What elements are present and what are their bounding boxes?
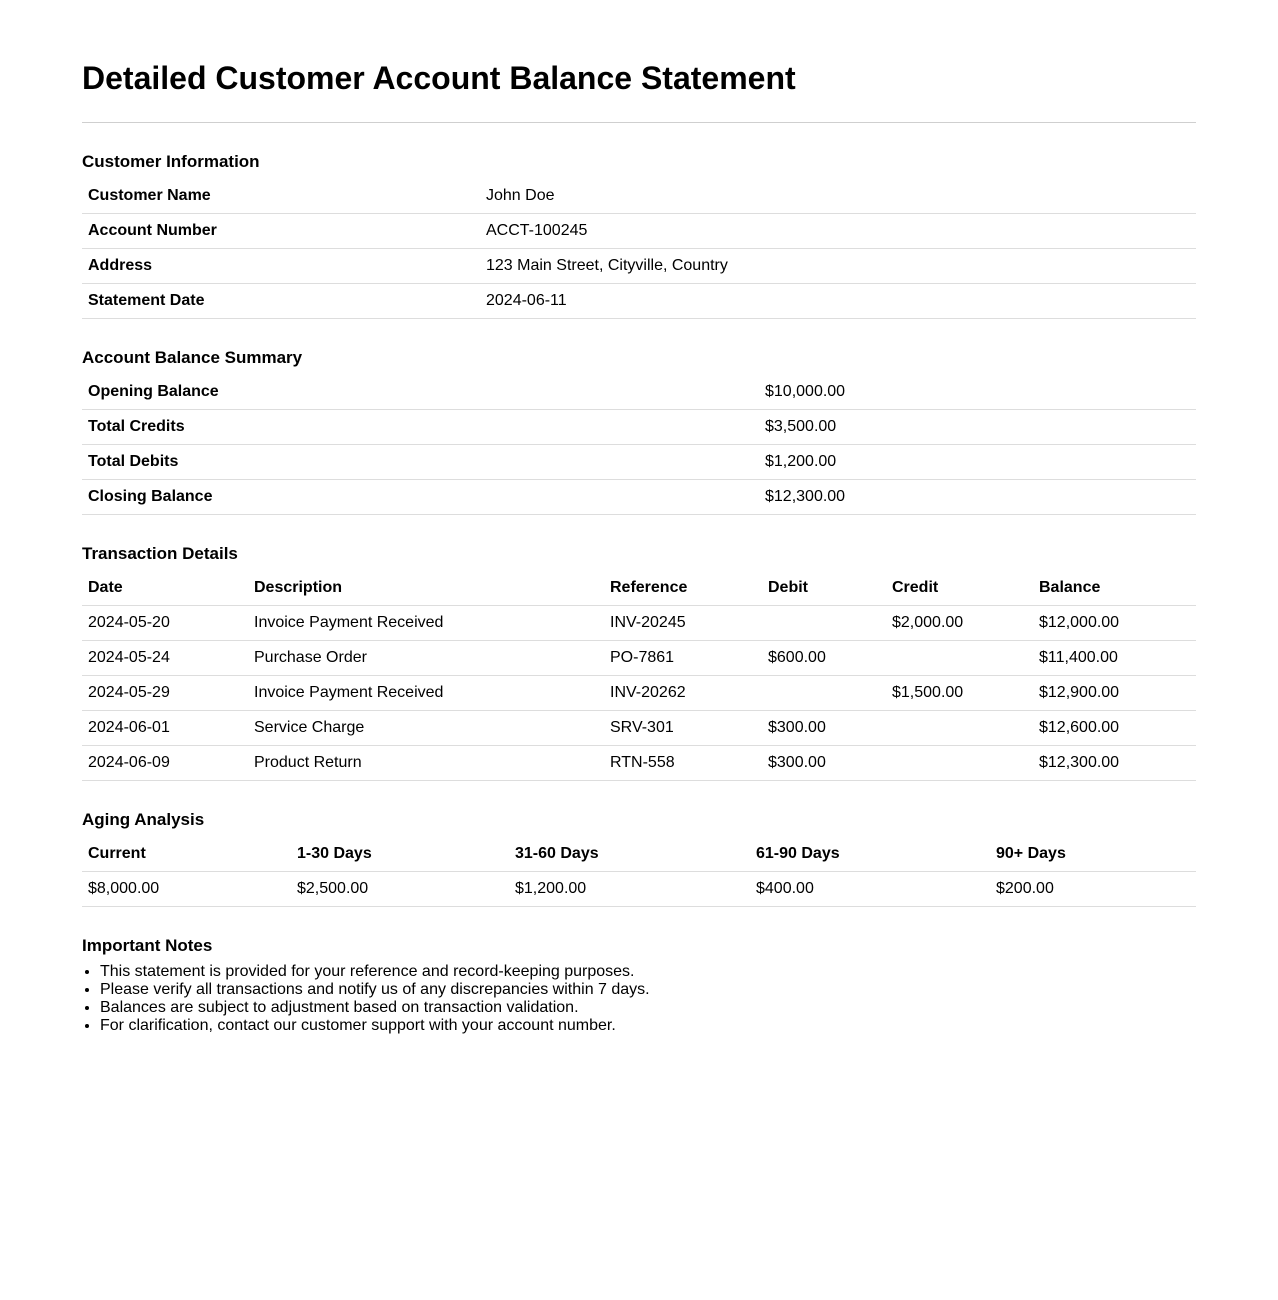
aging-value-61-90: $400.00 — [750, 872, 990, 907]
total-credits-row — [82, 410, 1196, 445]
aging-col-1-30: 1-30 Days — [291, 837, 509, 872]
aging-section — [82, 809, 1196, 907]
total-debits-value: $1,200.00 — [759, 445, 1196, 480]
table-row — [82, 746, 1196, 781]
address-row — [82, 249, 1196, 284]
total-debits-row — [82, 445, 1196, 480]
closing-balance-row — [82, 480, 1196, 515]
transactions-header-row — [82, 571, 1196, 606]
closing-balance-value: $12,300.00 — [759, 480, 1196, 515]
aging-values-row — [82, 872, 1196, 907]
tx-debit: $600.00 — [762, 641, 886, 676]
tx-description: Purchase Order — [248, 641, 604, 676]
tx-debit: $300.00 — [762, 711, 886, 746]
tx-debit: $300.00 — [762, 746, 886, 781]
address-value: 123 Main Street, Cityville, Country — [480, 249, 1196, 284]
table-row — [82, 676, 1196, 711]
table-row — [82, 641, 1196, 676]
col-header-credit: Credit — [886, 571, 1033, 606]
account-number-value: ACCT-100245 — [480, 214, 1196, 249]
customer-name-label: Customer Name — [82, 179, 480, 214]
tx-debit — [762, 606, 886, 641]
customer-info-heading: Customer Information — [82, 152, 260, 171]
tx-reference: RTN-558 — [604, 746, 762, 781]
tx-date: 2024-05-24 — [82, 641, 248, 676]
customer-name-value: John Doe — [480, 179, 1196, 214]
tx-reference: SRV-301 — [604, 711, 762, 746]
aging-value-31-60: $1,200.00 — [509, 872, 750, 907]
tx-date: 2024-06-09 — [82, 746, 248, 781]
col-header-description: Description — [248, 571, 604, 606]
tx-balance: $12,600.00 — [1033, 711, 1196, 746]
table-row — [82, 606, 1196, 641]
col-header-date: Date — [82, 571, 248, 606]
statement-date-label: Statement Date — [82, 284, 480, 319]
table-row — [82, 711, 1196, 746]
aging-col-90-plus: 90+ Days — [990, 837, 1196, 872]
tx-reference: INV-20245 — [604, 606, 762, 641]
aging-value-1-30: $2,500.00 — [291, 872, 509, 907]
tx-balance: $11,400.00 — [1033, 641, 1196, 676]
tx-description: Invoice Payment Received — [248, 606, 604, 641]
tx-credit — [886, 746, 1033, 781]
list-item: • Balances are subject to adjustment based on transaction validation. — [100, 999, 1196, 1017]
tx-credit — [886, 641, 1033, 676]
aging-col-61-90: 61-90 Days — [750, 837, 990, 872]
col-header-reference: Reference — [604, 571, 762, 606]
opening-balance-label: Opening Balance — [82, 375, 759, 410]
customer-info-table — [82, 179, 1196, 319]
balance-summary-section — [82, 347, 1196, 515]
aging-col-31-60: 31-60 Days — [509, 837, 750, 872]
statement-date-value: 2024-06-11 — [480, 284, 1196, 319]
tx-balance: $12,900.00 — [1033, 676, 1196, 711]
tx-description: Service Charge — [248, 711, 604, 746]
customer-info-section — [82, 151, 1196, 319]
tx-description: Invoice Payment Received — [248, 676, 604, 711]
tx-balance: $12,300.00 — [1033, 746, 1196, 781]
tx-reference: PO-7861 — [604, 641, 762, 676]
customer-name-row — [82, 179, 1196, 214]
list-item: • For clarification, contact our customer support with your account number. — [100, 1017, 1196, 1035]
notes-heading: Important Notes — [82, 936, 213, 955]
tx-date: 2024-05-20 — [82, 606, 248, 641]
tx-credit — [886, 711, 1033, 746]
tx-balance: $12,000.00 — [1033, 606, 1196, 641]
balance-summary-heading: Account Balance Summary — [82, 348, 303, 367]
total-credits-value: $3,500.00 — [759, 410, 1196, 445]
notes-list — [82, 963, 1196, 1035]
list-item: • Please verify all transactions and notify us of any discrepancies within 7 days. — [100, 981, 1196, 999]
account-number-label: Account Number — [82, 214, 480, 249]
page-title: Detailed Customer Account Balance Statement — [82, 60, 796, 96]
tx-date: 2024-05-29 — [82, 676, 248, 711]
notes-section — [82, 935, 1196, 1035]
transactions-section — [82, 543, 1196, 781]
aging-table — [82, 837, 1196, 907]
opening-balance-value: $10,000.00 — [759, 375, 1196, 410]
address-label: Address — [82, 249, 480, 284]
transactions-table — [82, 571, 1196, 781]
aging-value-90-plus: $200.00 — [990, 872, 1196, 907]
balance-summary-table — [82, 375, 1196, 515]
col-header-balance: Balance — [1033, 571, 1196, 606]
account-number-row — [82, 214, 1196, 249]
aging-col-current: Current — [82, 837, 291, 872]
tx-reference: INV-20262 — [604, 676, 762, 711]
aging-heading: Aging Analysis — [82, 810, 205, 829]
total-debits-label: Total Debits — [82, 445, 759, 480]
tx-credit: $1,500.00 — [886, 676, 1033, 711]
col-header-debit: Debit — [762, 571, 886, 606]
aging-value-current: $8,000.00 — [82, 872, 291, 907]
tx-description: Product Return — [248, 746, 604, 781]
statement-date-row — [82, 284, 1196, 319]
total-credits-label: Total Credits — [82, 410, 759, 445]
closing-balance-label: Closing Balance — [82, 480, 759, 515]
aging-header-row — [82, 837, 1196, 872]
tx-date: 2024-06-01 — [82, 711, 248, 746]
tx-debit — [762, 676, 886, 711]
tx-credit: $2,000.00 — [886, 606, 1033, 641]
title-divider — [82, 122, 1196, 123]
transactions-heading: Transaction Details — [82, 544, 238, 563]
opening-balance-row — [82, 375, 1196, 410]
list-item: • This statement is provided for your reference and record-keeping purposes. — [100, 963, 1196, 981]
